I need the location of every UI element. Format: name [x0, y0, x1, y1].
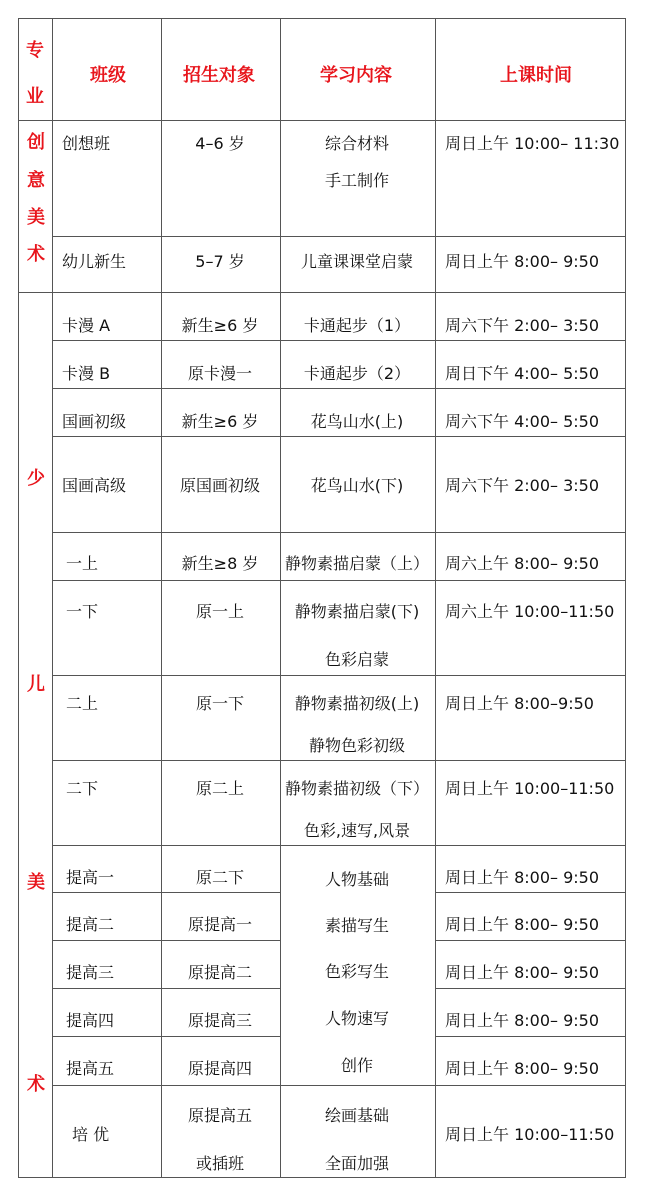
table-divider [52, 760, 626, 761]
cell-target: 原二下 [195, 868, 245, 887]
cell-class: 国画初级 [62, 412, 127, 431]
table-divider [18, 292, 626, 293]
cell-class: 二上 [66, 694, 99, 713]
cell-content: 全面加强 [324, 1154, 390, 1173]
cell-class: 培 优 [72, 1125, 110, 1144]
header-time: 上课时间 [500, 65, 572, 86]
cell-class: 提高五 [66, 1059, 115, 1078]
cell-class: 一下 [66, 602, 99, 621]
cell-content-merged: 人物速写 [324, 1009, 390, 1028]
table-divider [52, 1085, 626, 1086]
cell-class: 提高一 [66, 868, 115, 887]
cell-content: 花鸟山水(下) [310, 476, 404, 495]
cell-time: 周日上午 8:00– 9:50 [445, 1011, 600, 1030]
table-divider [52, 388, 626, 389]
table-border-top [18, 18, 626, 19]
cell-class: 国画高级 [62, 476, 127, 495]
cell-content: 花鸟山水(上) [310, 412, 404, 431]
cell-class: 提高二 [66, 915, 115, 934]
cell-time: 周日上午 8:00– 9:50 [445, 963, 600, 982]
table-border-left [18, 18, 19, 1178]
cell-target: 新生≥6 岁 [181, 412, 259, 431]
cell-class: 一上 [66, 554, 99, 573]
cell-time: 周六下午 4:00– 5:50 [445, 412, 600, 431]
cell-target: 4–6 岁 [195, 134, 245, 153]
cell-time: 周日上午 8:00– 9:50 [445, 868, 600, 887]
header-target: 招生对象 [183, 65, 255, 86]
cell-target: 新生≥6 岁 [181, 316, 259, 335]
cell-content: 绘画基础 [324, 1106, 390, 1125]
cell-class: 提高三 [66, 963, 115, 982]
cell-content: 色彩,速写,风景 [303, 821, 411, 840]
category-creative-char: 术 [27, 244, 45, 265]
category-children-char: 少 [27, 468, 45, 489]
table-divider [52, 1036, 280, 1037]
cell-time: 周日上午 8:00–9:50 [445, 694, 594, 713]
cell-target: 原提高二 [187, 963, 253, 982]
cell-content: 卡通起步（2） [303, 364, 411, 383]
table-divider [52, 675, 626, 676]
cell-class: 幼儿新生 [62, 252, 127, 271]
cell-content-merged: 素描写生 [324, 916, 390, 935]
cell-class: 卡漫 A [62, 316, 111, 335]
table-divider [52, 845, 626, 846]
header-content: 学习内容 [320, 65, 392, 86]
cell-class: 卡漫 B [62, 364, 111, 383]
category-creative-char: 美 [27, 207, 45, 228]
table-divider [52, 940, 280, 941]
cell-target: 新生≥8 岁 [181, 554, 259, 573]
table-divider [52, 340, 626, 341]
table-divider [52, 532, 626, 533]
category-children-char: 儿 [27, 674, 45, 695]
cell-content-merged: 色彩写生 [324, 962, 390, 981]
table-divider [52, 18, 53, 1178]
cell-content: 静物素描启蒙(下) [294, 602, 420, 621]
table-divider [52, 988, 280, 989]
cell-target: 原提高三 [187, 1011, 253, 1030]
header-major-1: 专 [26, 40, 44, 61]
cell-target: 原提高五 [187, 1106, 253, 1125]
table-divider [52, 892, 280, 893]
table-divider [435, 18, 436, 1178]
table-divider [18, 120, 626, 121]
table-divider [161, 18, 162, 1178]
cell-content: 静物素描初级(上) [294, 694, 420, 713]
cell-content: 儿童课课堂启蒙 [300, 252, 414, 271]
table-divider [52, 436, 626, 437]
cell-content-merged: 人物基础 [324, 870, 390, 889]
table-border-right [625, 18, 626, 1178]
table-divider [435, 892, 626, 893]
header-major-2: 业 [26, 86, 44, 107]
cell-time: 周日上午 8:00– 9:50 [445, 915, 600, 934]
table-divider [435, 988, 626, 989]
cell-time: 周日上午 10:00–11:50 [445, 1125, 615, 1144]
cell-time: 周日上午 8:00– 9:50 [445, 252, 600, 271]
cell-target: 原二上 [195, 779, 245, 798]
category-creative-char: 意 [27, 170, 45, 191]
cell-content: 手工制作 [324, 171, 390, 190]
category-children-char: 美 [27, 872, 45, 893]
cell-time: 周日上午 10:00– 11:30 [445, 134, 620, 153]
cell-target: 原卡漫一 [187, 364, 253, 383]
cell-class: 二下 [66, 779, 99, 798]
table-divider [52, 580, 626, 581]
cell-time: 周六上午 8:00– 9:50 [445, 554, 600, 573]
category-children-char: 术 [27, 1074, 45, 1095]
cell-time: 周日上午 10:00–11:50 [445, 779, 615, 798]
table-divider [435, 1036, 626, 1037]
table-border-bottom [18, 1177, 626, 1178]
cell-time: 周六下午 2:00– 3:50 [445, 476, 600, 495]
cell-target: 原提高一 [187, 915, 253, 934]
cell-time: 周六上午 10:00–11:50 [445, 602, 615, 621]
cell-content-merged: 创作 [340, 1056, 374, 1075]
cell-content: 静物色彩初级 [308, 736, 406, 755]
cell-content: 静物素描启蒙（上） [284, 554, 430, 573]
cell-target: 或插班 [195, 1154, 245, 1173]
cell-target: 原一下 [195, 694, 245, 713]
table-divider [52, 236, 626, 237]
cell-time: 周六下午 2:00– 3:50 [445, 316, 600, 335]
cell-target: 原一上 [195, 602, 245, 621]
header-class: 班级 [90, 65, 126, 86]
cell-target: 5–7 岁 [195, 252, 245, 271]
category-creative-char: 创 [27, 132, 45, 153]
cell-content: 综合材料 [324, 134, 390, 153]
table-divider [280, 18, 281, 1178]
cell-time: 周日上午 8:00– 9:50 [445, 1059, 600, 1078]
cell-target: 原国画初级 [179, 476, 261, 495]
cell-target: 原提高四 [187, 1059, 253, 1078]
cell-class: 创想班 [62, 134, 111, 153]
cell-content: 色彩启蒙 [324, 650, 390, 669]
cell-class: 提高四 [66, 1011, 115, 1030]
table-divider [435, 940, 626, 941]
cell-content: 卡通起步（1） [303, 316, 411, 335]
cell-time: 周日下午 4:00– 5:50 [445, 364, 600, 383]
cell-content: 静物素描初级（下） [284, 779, 430, 798]
